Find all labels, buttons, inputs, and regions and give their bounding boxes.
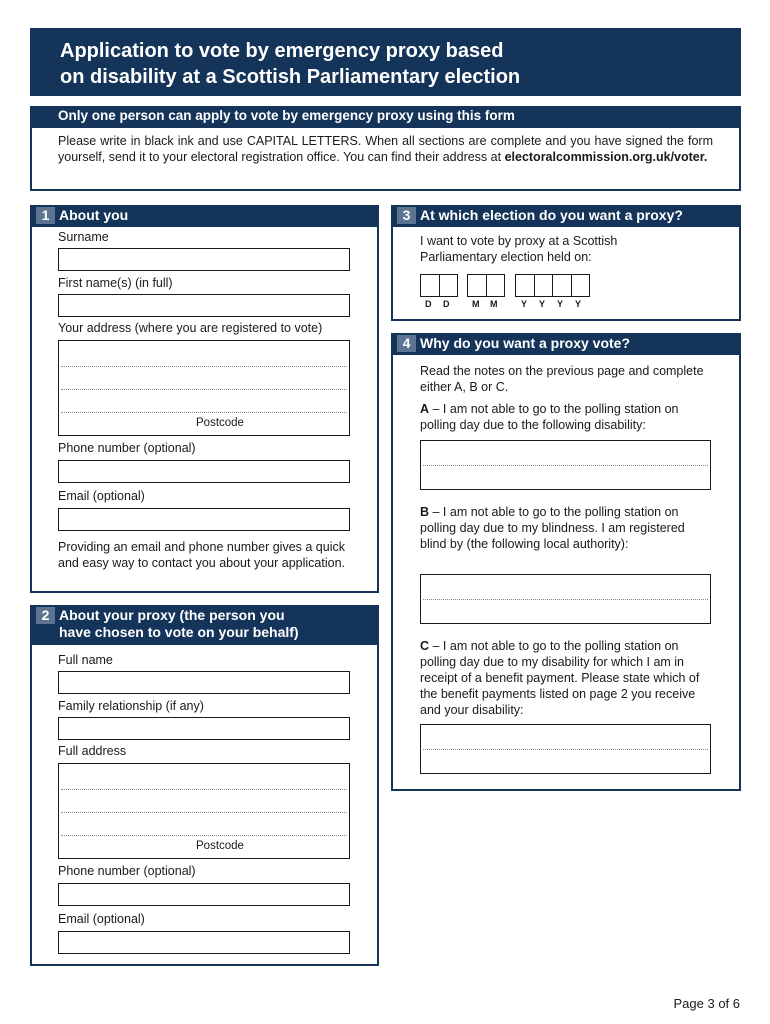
option-b-body: – I am not able to go to the polling station on polling day due to my blindness. I am registered blind by (the following local authority): (420, 505, 685, 551)
option-c-text (420, 638, 710, 718)
section-2-header (30, 605, 379, 645)
contact-note: Providing an email and phone number gives a quick and easy way to contact you about your application. (58, 540, 345, 570)
proxy-address-label: Full address (58, 744, 127, 758)
proxy-postcode-label: Postcode (196, 840, 244, 852)
notice-link[interactable]: electoralcommission.org.uk/voter. (504, 150, 708, 164)
month-input[interactable] (467, 274, 505, 297)
option-c-input[interactable] (420, 724, 711, 774)
option-b-letter: B (420, 505, 430, 519)
notice-box (30, 128, 741, 191)
proxy-name-input[interactable] (58, 671, 350, 694)
entry-line (423, 465, 708, 466)
section-1-header (30, 205, 379, 227)
relationship-label: Family relationship (if any) (58, 699, 204, 713)
address-label: Your address (where you are registered to vote) (58, 321, 323, 335)
proxy-phone-input[interactable] (58, 883, 350, 906)
date-label-y4: Y (575, 299, 582, 309)
date-label-m2: M (490, 299, 498, 309)
first-names-input[interactable] (58, 294, 350, 317)
address-line (61, 789, 347, 790)
proxy-name-label: Full name (58, 653, 113, 667)
proxy-address-input[interactable] (58, 763, 350, 859)
page-number: Page 3 of 6 (673, 996, 740, 1011)
date-label-y2: Y (539, 299, 546, 309)
address-line (61, 812, 347, 813)
address-line (61, 366, 347, 367)
title-line-2: on disability at a Scottish Parliamentary election (60, 66, 521, 88)
entry-line (423, 749, 708, 750)
section-4-number: 4 (397, 335, 416, 352)
proxy-email-input[interactable] (58, 931, 350, 954)
entry-line (423, 599, 708, 600)
phone-input[interactable] (58, 460, 350, 483)
year-input[interactable] (515, 274, 590, 297)
form-title (30, 28, 741, 96)
proxy-phone-label: Phone number (optional) (58, 864, 196, 878)
section-2-title-line-2: have chosen to vote on your behalf) (59, 624, 299, 640)
section-3-header (391, 205, 741, 227)
date-label-d2: D (443, 299, 450, 309)
option-a-input[interactable] (420, 440, 711, 490)
address-line (61, 835, 347, 836)
surname-label: Surname (58, 230, 109, 244)
option-a-text (420, 401, 710, 433)
proxy-email-label: Email (optional) (58, 912, 145, 926)
option-a-letter: A (420, 402, 430, 416)
option-b-text (420, 504, 700, 552)
option-a-body: – I am not able to go to the polling station on polling day due to the following disability: (420, 402, 679, 432)
section-1-number: 1 (36, 207, 55, 224)
postcode-label: Postcode (196, 417, 244, 429)
notice-heading: Only one person can apply to vote by emergency proxy using this form (30, 106, 741, 128)
phone-label: Phone number (optional) (58, 441, 196, 455)
election-date-text: I want to vote by proxy at a Scottish Parliamentary election held on: (420, 234, 618, 264)
address-line (61, 389, 347, 390)
title-line-1: Application to vote by emergency proxy based (60, 40, 504, 62)
surname-input[interactable] (58, 248, 350, 271)
option-c-body: – I am not able to go to the polling station on polling day due to my disability for which I am in receipt of a benefit payment. Please state which of the benefit payments listed on page 2 you receive and your disability: (420, 639, 700, 717)
date-label-d1: D (425, 299, 432, 309)
reason-intro: Read the notes on the previous page and complete either A, B or C. (420, 364, 704, 394)
date-label-y3: Y (557, 299, 564, 309)
notice-body: Please write in black ink and use CAPITAL LETTERS. When all sections are complete and you have signed the form yourself, send it to your electoral registration office. You can find their address at (58, 134, 713, 164)
email-label: Email (optional) (58, 489, 145, 503)
date-label-y1: Y (521, 299, 528, 309)
section-3-number: 3 (397, 207, 416, 224)
option-b-input[interactable] (420, 574, 711, 624)
option-c-letter: C (420, 639, 430, 653)
date-label-m1: M (472, 299, 480, 309)
section-4-header (391, 333, 741, 355)
section-2-title-line-1: About your proxy (the person you (59, 607, 285, 623)
address-input[interactable] (58, 340, 350, 436)
section-1-title: About you (59, 207, 129, 223)
day-input[interactable] (420, 274, 458, 297)
section-3-title: At which election do you want a proxy? (420, 207, 683, 223)
first-names-label: First name(s) (in full) (58, 276, 173, 290)
section-4-title: Why do you want a proxy vote? (420, 335, 631, 351)
address-line (61, 412, 347, 413)
relationship-input[interactable] (58, 717, 350, 740)
section-2-number: 2 (36, 607, 55, 624)
email-input[interactable] (58, 508, 350, 531)
section-2-title (59, 607, 299, 641)
